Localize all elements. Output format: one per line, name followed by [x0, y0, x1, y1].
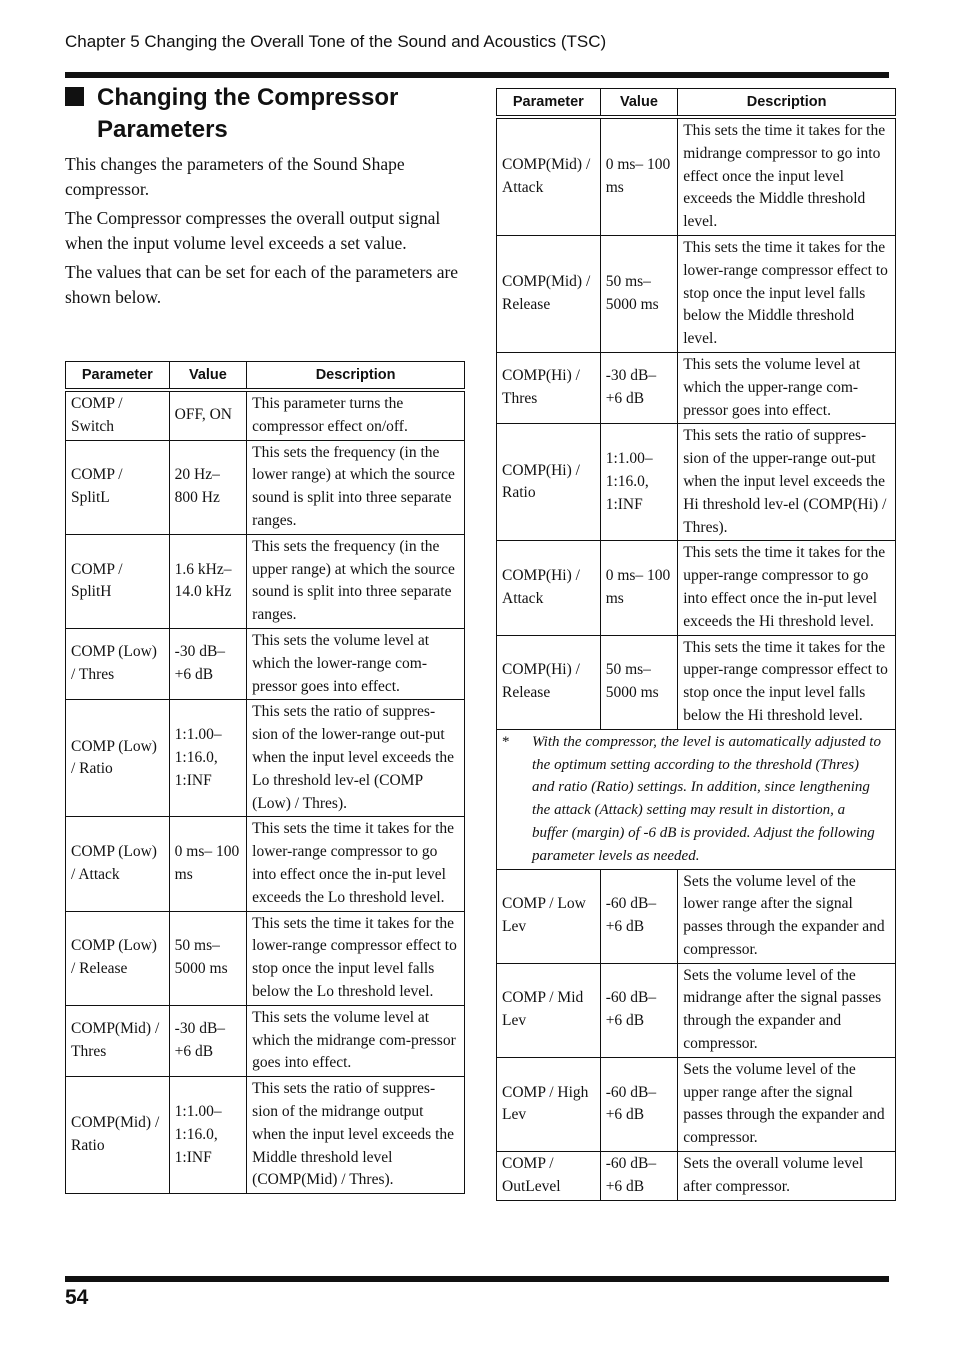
description-cell: This sets the volume level at which the lower-range com-pressor goes into effect.: [247, 628, 465, 699]
table-row: [66, 628, 465, 699]
header-value: Value: [600, 89, 678, 118]
right-table-body-top: [497, 117, 896, 729]
param-cell: COMP / SplitH: [66, 534, 170, 628]
header-description: Description: [678, 89, 896, 118]
header-parameter: Parameter: [66, 362, 170, 391]
description-cell: This sets the ratio of suppres-sion of the midrange output when the input level exceeds the Middle threshold level (COMP(Mid) / Thres).: [247, 1077, 465, 1194]
description-cell: Sets the volume level of the lower range after the signal passes through the expander and compressor.: [678, 869, 896, 963]
table-row: [66, 534, 465, 628]
table-row: [66, 390, 465, 440]
param-cell: COMP(Hi) / Release: [497, 635, 601, 729]
description-cell: This sets the ratio of suppres-sion of the lower-range out-put when the input level exceeds the Lo threshold lev-el (COMP (Low) / Thres).: [247, 700, 465, 817]
section-title: [65, 82, 465, 146]
intro-text: [65, 152, 465, 314]
left-table-body: [66, 390, 465, 1194]
top-rule: [65, 72, 889, 78]
description-cell: This sets the time it takes for the midrange compressor to go into effect once the input level exceeds the Middle threshold level.: [678, 117, 896, 235]
value-cell: 0 ms– 100 ms: [600, 541, 678, 635]
table-row: [497, 869, 896, 963]
param-cell: COMP(Mid) / Release: [497, 235, 601, 352]
table-row: [66, 700, 465, 817]
description-cell: This sets the time it takes for the lower-range compressor effect to stop once the input level falls below the Lo threshold level.: [247, 911, 465, 1005]
table-row: [66, 817, 465, 911]
param-cell: COMP / OutLevel: [497, 1152, 601, 1201]
square-bullet-icon: [65, 87, 84, 106]
param-cell: COMP / Switch: [66, 390, 170, 440]
param-cell: COMP / High Lev: [497, 1057, 601, 1151]
note-cell: [497, 729, 896, 869]
intro-paragraph: The values that can be set for each of the parameters are shown below.: [65, 262, 459, 307]
table-row: [497, 635, 896, 729]
intro-paragraph: This changes the parameters of the Sound Shape compressor.: [65, 154, 405, 199]
header-parameter: Parameter: [497, 89, 601, 118]
param-cell: COMP (Low) / Release: [66, 911, 170, 1005]
value-cell: -30 dB– +6 dB: [600, 352, 678, 423]
value-cell: 50 ms– 5000 ms: [169, 911, 246, 1005]
description-cell: Sets the volume level of the upper range after the signal passes through the expander and compressor.: [678, 1057, 896, 1151]
description-cell: This sets the time it takes for the lower-range compressor to go into effect once the in-put level exceeds the Lo threshold level.: [247, 817, 465, 911]
note-row: [497, 729, 896, 869]
note-marker: *: [502, 733, 510, 750]
table-row: [66, 440, 465, 534]
value-cell: 1:1.00– 1:16.0, 1:INF: [169, 700, 246, 817]
page-number: 54: [65, 1286, 89, 1309]
intro-paragraph: The Compressor compresses the overall output signal when the input volume level exceeds a set value.: [65, 208, 441, 253]
param-cell: COMP (Low) / Ratio: [66, 700, 170, 817]
value-cell: 50 ms– 5000 ms: [600, 635, 678, 729]
table-row: [497, 541, 896, 635]
value-cell: -30 dB– +6 dB: [169, 628, 246, 699]
description-cell: This sets the time it takes for the upper-range compressor effect to stop once the input level falls below the Hi threshold level.: [678, 635, 896, 729]
table-row: [66, 1077, 465, 1194]
description-cell: This sets the frequency (in the lower range) at which the source sound is split into three separate ranges.: [247, 440, 465, 534]
bottom-rule: [65, 1276, 889, 1282]
description-cell: This sets the time it takes for the upper-range compressor to go into effect once the in-put level exceeds the Hi threshold level.: [678, 541, 896, 635]
table-row: [497, 424, 896, 541]
parameter-table-left: [65, 361, 465, 1194]
description-cell: This sets the volume level at which the upper-range com-pressor goes into effect.: [678, 352, 896, 423]
note-text: With the compressor, the level is automatically adjusted to the optimum setting according to the threshold (Thres) and ratio (Ratio) settings. In addition, since lengthening the attack (Attack) setting may result in distortion, a buffer (margin) of -6 dB is provided. Adjust the following parameter levels as needed.: [532, 733, 881, 864]
value-cell: 0 ms– 100 ms: [169, 817, 246, 911]
description-cell: Sets the volume level of the midrange after the signal passes through the expander and compressor.: [678, 963, 896, 1057]
chapter-header: Chapter 5 Changing the Overall Tone of the Sound and Acoustics (TSC): [65, 32, 607, 51]
table-row: [497, 235, 896, 352]
param-cell: COMP(Mid) / Ratio: [66, 1077, 170, 1194]
description-cell: This sets the time it takes for the lower-range compressor effect to stop once the input level falls below the Middle threshold level.: [678, 235, 896, 352]
param-cell: COMP(Hi) / Ratio: [497, 424, 601, 541]
param-cell: COMP (Low) / Attack: [66, 817, 170, 911]
param-cell: COMP(Hi) / Thres: [497, 352, 601, 423]
table-row: [497, 1152, 896, 1201]
note-body: [497, 729, 896, 869]
table-header-row: [497, 89, 896, 118]
section-title-line2: Parameters: [97, 116, 228, 143]
description-cell: This sets the frequency (in the upper range) at which the source sound is split into three separate ranges.: [247, 534, 465, 628]
value-cell: -60 dB– +6 dB: [600, 963, 678, 1057]
value-cell: 1.6 kHz– 14.0 kHz: [169, 534, 246, 628]
value-cell: 50 ms– 5000 ms: [600, 235, 678, 352]
param-cell: COMP / SplitL: [66, 440, 170, 534]
description-cell: This sets the ratio of suppres-sion of the upper-range out-put when the input level exceeds the Hi threshold lev-el (COMP(Hi) / Thres).: [678, 424, 896, 541]
value-cell: 1:1.00– 1:16.0, 1:INF: [600, 424, 678, 541]
value-cell: OFF, ON: [169, 390, 246, 440]
param-cell: COMP(Hi) / Attack: [497, 541, 601, 635]
value-cell: -30 dB– +6 dB: [169, 1005, 246, 1076]
value-cell: -60 dB– +6 dB: [600, 1057, 678, 1151]
param-cell: COMP / Mid Lev: [497, 963, 601, 1057]
description-cell: Sets the overall volume level after compressor.: [678, 1152, 896, 1201]
description-cell: This parameter turns the compressor effect on/off.: [247, 390, 465, 440]
param-cell: COMP (Low) / Thres: [66, 628, 170, 699]
parameter-table-right: [496, 88, 896, 1201]
header-value: Value: [169, 362, 246, 391]
value-cell: 20 Hz– 800 Hz: [169, 440, 246, 534]
table-row: [497, 963, 896, 1057]
table-row: [497, 1057, 896, 1151]
value-cell: -60 dB– +6 dB: [600, 1152, 678, 1201]
param-cell: COMP / Low Lev: [497, 869, 601, 963]
section-title-line1: Changing the Compressor: [97, 84, 399, 111]
param-cell: COMP(Mid) / Thres: [66, 1005, 170, 1076]
value-cell: 1:1.00– 1:16.0, 1:INF: [169, 1077, 246, 1194]
table-row: [66, 1005, 465, 1076]
table-row: [66, 911, 465, 1005]
header-description: Description: [247, 362, 465, 391]
value-cell: -60 dB– +6 dB: [600, 869, 678, 963]
value-cell: 0 ms– 100 ms: [600, 117, 678, 235]
table-header-row: [66, 362, 465, 391]
table-row: [497, 352, 896, 423]
right-table-body-bottom: [497, 869, 896, 1200]
description-cell: This sets the volume level at which the midrange com-pressor goes into effect.: [247, 1005, 465, 1076]
table-row: [497, 117, 896, 235]
param-cell: COMP(Mid) / Attack: [497, 117, 601, 235]
